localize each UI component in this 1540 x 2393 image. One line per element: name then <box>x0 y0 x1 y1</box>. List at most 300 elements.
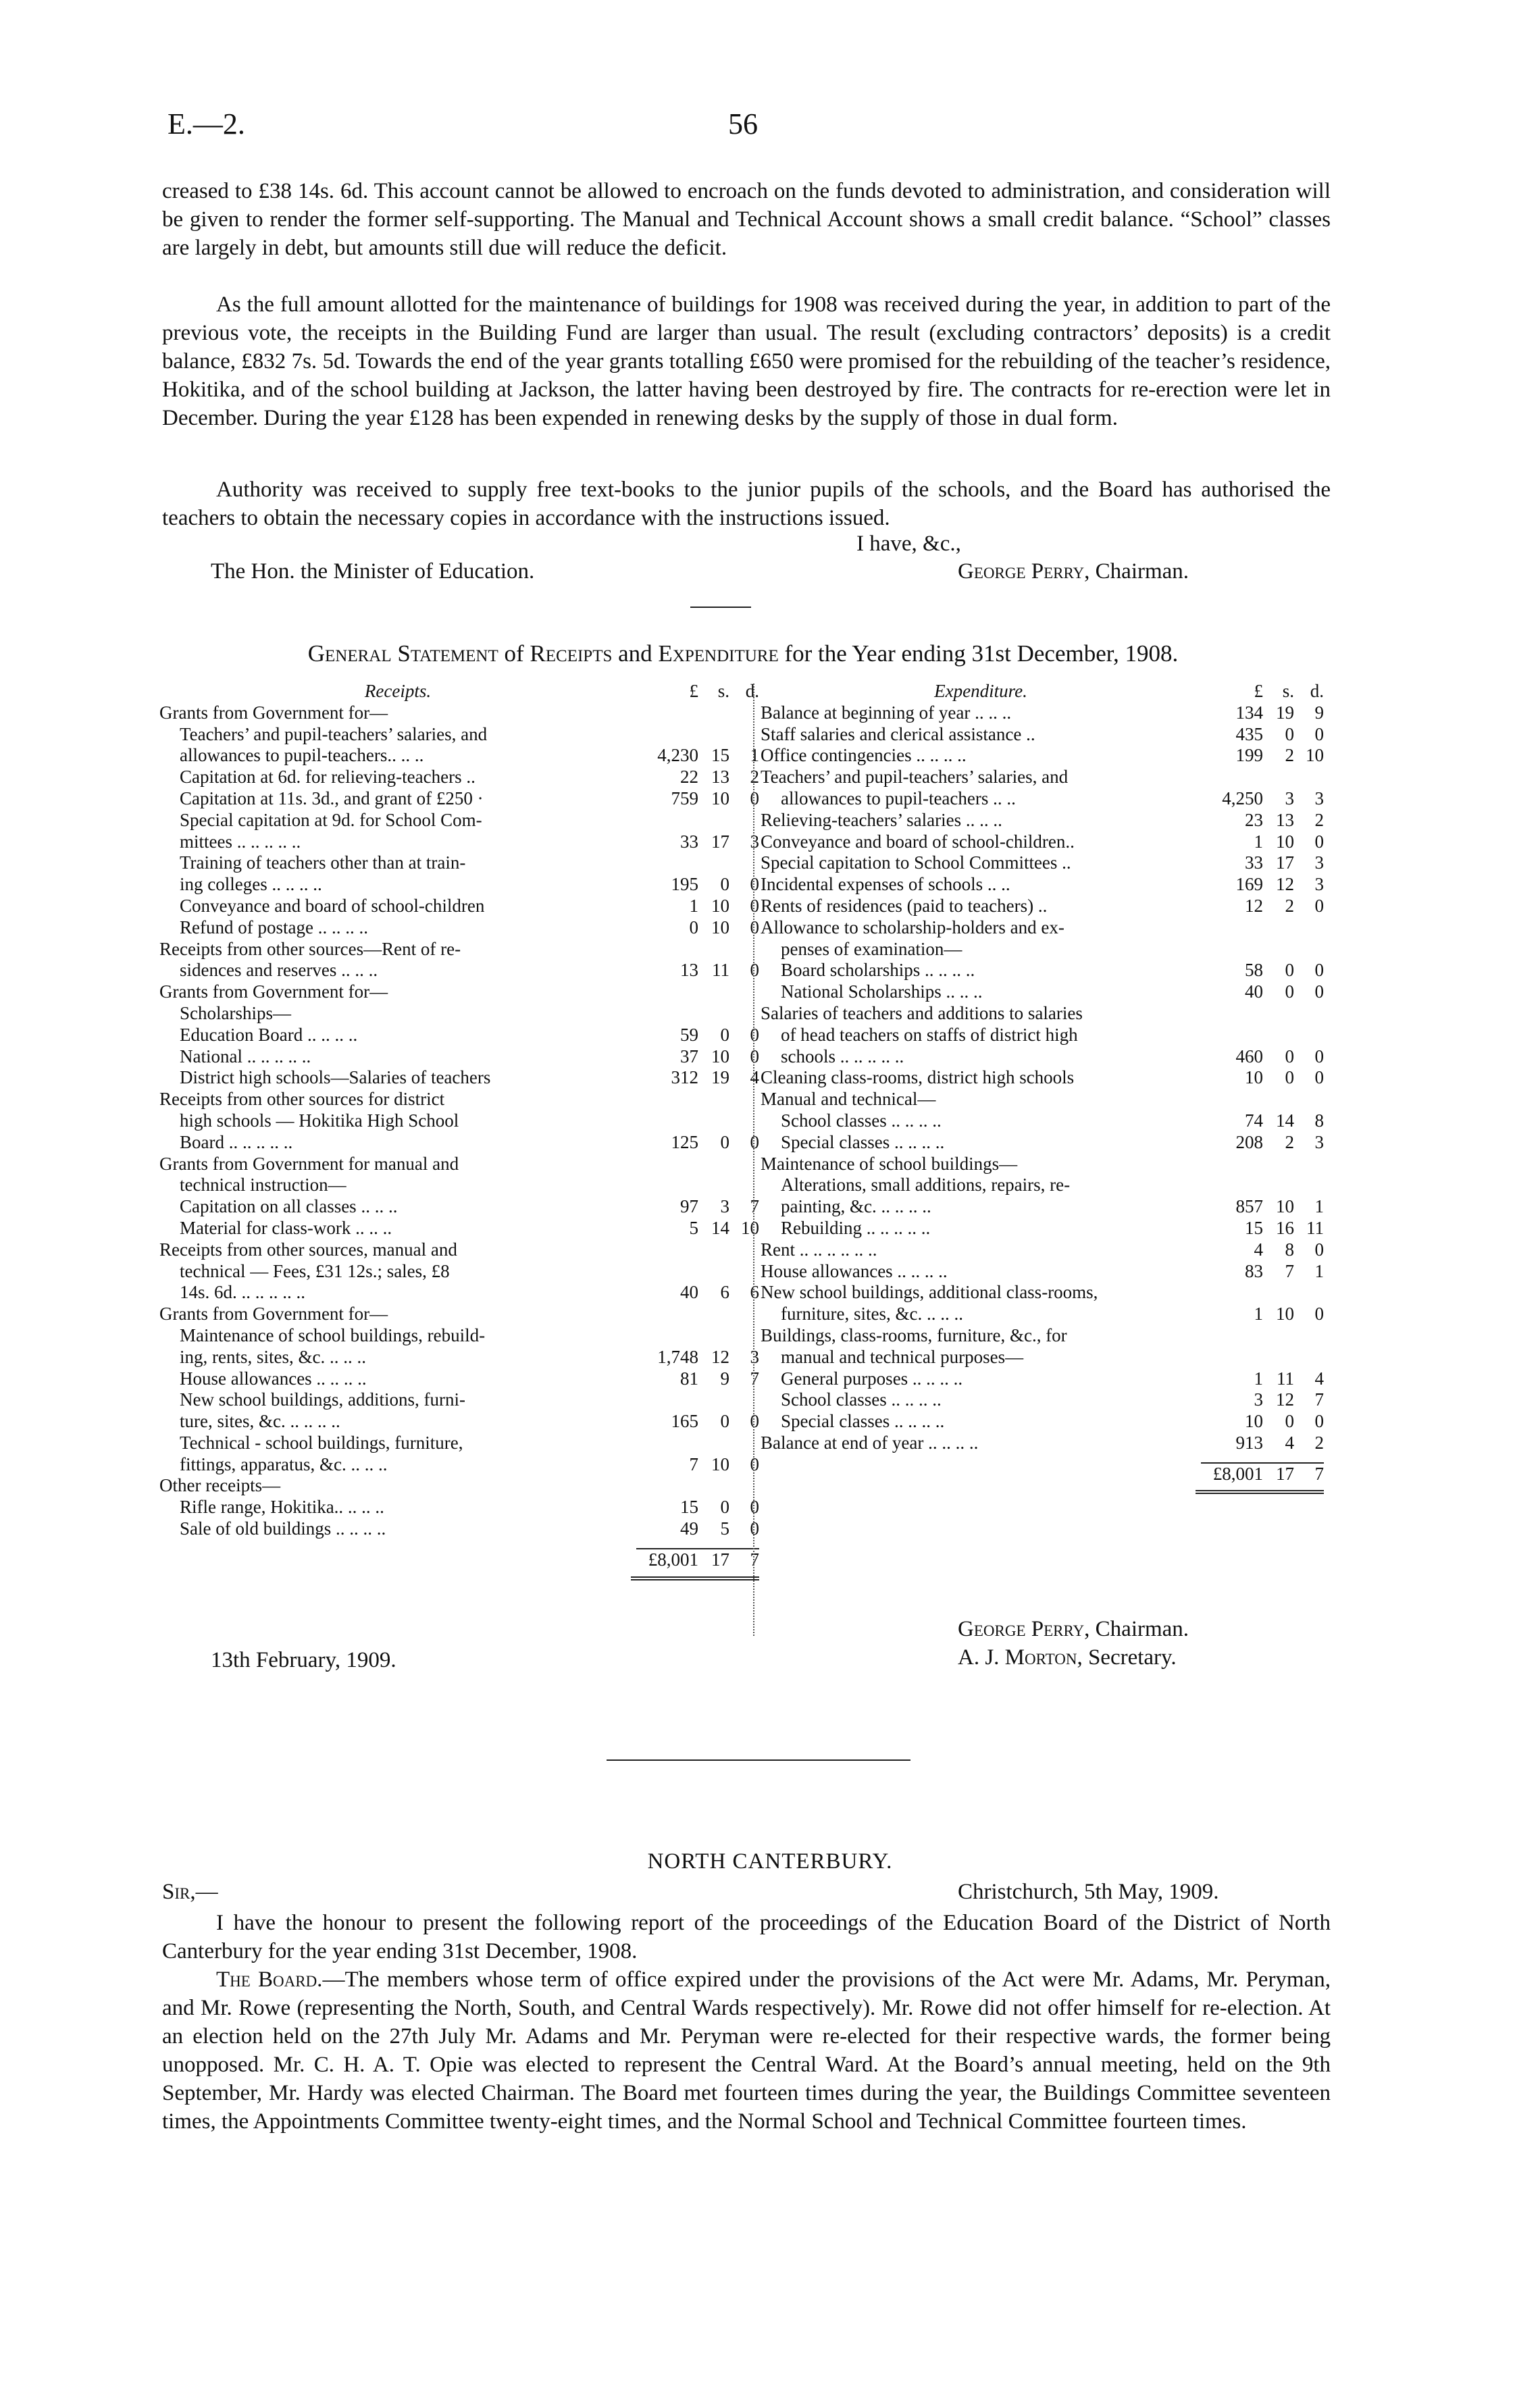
receipt-row <box>159 1154 759 1175</box>
expenditure-row <box>761 788 1324 810</box>
receipt-pence: 7 <box>750 1368 759 1389</box>
expenditure-label: Incidental expenses of schools .. .. <box>761 874 1010 895</box>
expenditure-label: General purposes .. .. .. .. <box>781 1368 963 1389</box>
expenditure-label: Office contingencies .. .. .. .. <box>761 745 967 766</box>
receipt-shillings: 3 <box>720 1196 729 1217</box>
intro-paragraph-2: As the full amount allotted for the maintenance of buildings for 1908 was received during the year, in addition to part of the previous vote, the receipts in the Building Fund are larger than usual. The result (excluding contractors’ deposits) is a credit balance, £832 7s. 5d. Towards the end of the year grants totalling £650 were promised for the rebuilding of the teacher’s residence, Hokitika, and of the school building at Jackson, the latter having been destroyed by fire. The contracts for re-erection were let in December. During the year £128 has been expended in renewing desks by the supply of those in dual form. <box>162 292 1331 430</box>
receipt-label: Other receipts— <box>159 1475 281 1496</box>
expenditure-row <box>761 767 1324 788</box>
receipt-label: House allowances .. .. .. .. <box>180 1368 367 1389</box>
expenditure-shillings: 2 <box>1285 895 1294 916</box>
receipt-pence: 0 <box>750 1453 759 1474</box>
receipt-label: Capitation on all classes .. .. .. <box>180 1196 398 1217</box>
receipt-row <box>159 831 759 853</box>
expenditure-row <box>761 1110 1324 1132</box>
col-s-heading: s. <box>717 681 729 701</box>
expenditure-pounds: 58 <box>1245 960 1263 981</box>
receipt-pence: 0 <box>750 1497 759 1518</box>
expenditure-label: Rent .. .. .. .. .. .. <box>761 1239 877 1260</box>
expenditure-pence: 3 <box>1314 1131 1324 1152</box>
receipt-pence: 3 <box>750 1346 759 1367</box>
expenditure-shillings: 12 <box>1276 874 1294 895</box>
receipt-shillings: 0 <box>720 1024 729 1045</box>
receipt-shillings: 10 <box>711 1453 729 1474</box>
expenditure-row <box>761 1218 1324 1239</box>
expenditure-pence: 9 <box>1314 702 1324 723</box>
intro-paragraph-1: creased to £38 14s. 6d. This account cannot be allowed to encroach on the funds devoted to administration, and consideration will be given to render the former self-supporting. The Manual and Technical Account shows a small credit balance. “School” classes are largely in debt, but amounts still due will reduce the deficit. <box>162 179 1331 260</box>
expenditure-shillings: 10 <box>1276 831 1294 852</box>
receipt-pounds: 5 <box>689 1217 698 1238</box>
receipt-pounds: 1,748 <box>657 1346 698 1367</box>
receipt-label: New school buildings, additions, furni- <box>180 1389 465 1410</box>
expenditure-total-pence: 7 <box>1314 1463 1324 1484</box>
expenditure-shillings: 0 <box>1285 960 1294 981</box>
expenditure-shillings: 0 <box>1285 981 1294 1002</box>
col-pound-heading: £ <box>1254 681 1263 701</box>
expenditure-label: Staff salaries and clerical assistance .. <box>761 723 1035 744</box>
receipt-pence: 3 <box>750 831 759 852</box>
expenditure-label: Relieving-teachers’ salaries .. .. .. <box>761 809 1002 830</box>
statement-title-part-1: General Statement <box>307 640 498 667</box>
expenditure-row <box>761 896 1324 917</box>
expenditure-label: School classes .. .. .. .. <box>781 1110 942 1131</box>
expenditure-row <box>761 917 1324 939</box>
north-heading: NORTH CANTERBURY. <box>647 1849 893 1874</box>
receipt-shillings: 10 <box>711 917 729 937</box>
expenditure-pence: 0 <box>1314 1046 1324 1066</box>
intro-paragraph-3: Authority was received to supply free text-books to the junior pupils of the schools, and the Board has authorised the teachers to obtain the necessary copies in accordance with the instructions issued. <box>162 478 1331 530</box>
closing-signature <box>958 559 1189 584</box>
receipt-row <box>159 724 759 746</box>
receipt-pounds: 7 <box>689 1453 698 1474</box>
expenditure-label: Special classes .. .. .. .. <box>781 1411 945 1432</box>
receipt-row <box>159 1003 759 1025</box>
receipt-row <box>159 745 759 767</box>
receipt-pence: 2 <box>750 767 759 788</box>
receipt-label: Training of teachers other than at train- <box>180 852 466 873</box>
signature-secretary-name: A. J. Morton <box>958 1645 1077 1670</box>
expenditure-pence: 10 <box>1306 745 1324 766</box>
expenditure-label: Special classes .. .. .. .. <box>781 1131 945 1152</box>
receipt-pounds: 59 <box>680 1024 698 1045</box>
expenditure-pounds: 15 <box>1245 1217 1263 1238</box>
receipt-row <box>159 1475 759 1497</box>
closing-signature-title: , Chairman. <box>1084 559 1189 584</box>
expenditure-shillings: 12 <box>1276 1389 1294 1410</box>
section-rule <box>690 607 751 608</box>
receipt-label: National .. .. .. .. .. <box>180 1046 311 1066</box>
expenditure-pounds: 1 <box>1254 1304 1263 1324</box>
receipt-row <box>159 767 759 788</box>
receipts-heading: Receipts. <box>364 681 432 701</box>
receipt-label: Capitation at 6d. for relieving-teachers .. <box>180 767 476 788</box>
receipt-pence: 0 <box>750 917 759 937</box>
receipt-pence: 0 <box>750 788 759 808</box>
receipt-total-pence: 7 <box>750 1549 759 1570</box>
receipt-row <box>159 1518 759 1540</box>
expenditure-row <box>761 1154 1324 1175</box>
receipt-label: Receipts from other sources—Rent of re- <box>159 938 461 959</box>
expenditure-pounds: 169 <box>1235 874 1263 895</box>
receipt-label: Receipts from other sources for district <box>159 1089 445 1110</box>
receipt-row <box>159 917 759 939</box>
receipt-row <box>159 1347 759 1368</box>
receipt-pence: 0 <box>750 1131 759 1152</box>
expenditure-pence: 0 <box>1314 981 1324 1002</box>
expenditure-pounds: 12 <box>1245 895 1263 916</box>
expenditure-label: School classes .. .. .. .. <box>781 1389 942 1410</box>
receipt-row <box>159 960 759 981</box>
receipt-label: Material for class-work .. .. .. <box>180 1217 392 1238</box>
receipt-total-double-rule <box>631 1571 759 1580</box>
expenditure-shillings: 3 <box>1285 788 1294 808</box>
receipts-column <box>159 681 759 1580</box>
expenditure-shillings: 10 <box>1276 1304 1294 1324</box>
expenditure-total-pounds: £8,001 <box>1212 1463 1263 1484</box>
receipt-label: Receipts from other sources, manual and <box>159 1239 457 1260</box>
receipt-pounds: 40 <box>680 1282 698 1303</box>
expenditure-label: Board scholarships .. .. .. .. <box>781 960 975 981</box>
expenditure-shillings: 17 <box>1276 852 1294 873</box>
expenditure-pounds: 435 <box>1235 723 1263 744</box>
expenditure-row <box>761 702 1324 724</box>
receipt-pence: 0 <box>750 1024 759 1045</box>
receipt-label: 14s. 6d. .. .. .. .. .. <box>180 1282 306 1303</box>
expenditure-pounds: 1 <box>1254 831 1263 852</box>
expenditure-shillings: 2 <box>1285 745 1294 766</box>
expenditure-pence: 0 <box>1314 1411 1324 1432</box>
receipt-row <box>159 1261 759 1283</box>
expenditure-pounds: 10 <box>1245 1067 1263 1088</box>
col-s-heading: s. <box>1282 681 1294 701</box>
receipt-shillings: 10 <box>711 895 729 916</box>
receipt-label: Rifle range, Hokitika.. .. .. .. <box>180 1497 384 1518</box>
expenditure-label: schools .. .. .. .. .. <box>781 1046 904 1066</box>
expenditure-pounds: 10 <box>1245 1411 1263 1432</box>
expenditure-pounds: 134 <box>1235 702 1263 723</box>
expenditure-pence: 4 <box>1314 1368 1324 1389</box>
receipt-shillings: 11 <box>712 960 729 981</box>
receipt-row <box>159 1175 759 1196</box>
page-number: 56 <box>728 107 758 140</box>
expenditure-row <box>761 1304 1324 1325</box>
receipt-label: sidences and reserves .. .. .. <box>180 960 378 981</box>
expenditure-pence: 0 <box>1314 895 1324 916</box>
expenditure-row <box>761 1389 1324 1411</box>
expenditure-label: Rents of residences (paid to teachers) .. <box>761 895 1048 916</box>
expenditure-row <box>761 1067 1324 1089</box>
expenditure-label: furniture, sites, &c. .. .. .. <box>781 1304 963 1324</box>
expenditure-total-shillings: 17 <box>1276 1463 1294 1484</box>
expenditure-shillings: 8 <box>1285 1239 1294 1260</box>
receipt-pounds: 37 <box>680 1046 698 1066</box>
receipt-row <box>159 1089 759 1110</box>
expenditure-shillings: 2 <box>1285 1131 1294 1152</box>
receipt-label: high schools — Hokitika High School <box>180 1110 459 1131</box>
receipt-shillings: 0 <box>720 1131 729 1152</box>
signature-chairman-title: , Chairman. <box>1084 1617 1189 1641</box>
page-header-left: E.—2. <box>168 107 245 140</box>
signature-date: 13th February, 1909. <box>211 1648 396 1672</box>
expenditure-shillings: 10 <box>1276 1196 1294 1217</box>
receipt-shillings: 0 <box>720 1497 729 1518</box>
receipt-label: Education Board .. .. .. .. <box>180 1024 358 1045</box>
receipt-shillings: 9 <box>720 1368 729 1389</box>
receipt-pounds: 81 <box>680 1368 698 1389</box>
expenditure-label: Balance at end of year .. .. .. .. <box>761 1432 979 1453</box>
receipt-label: technical instruction— <box>180 1175 346 1195</box>
receipt-label: Teachers’ and pupil-teachers’ salaries, and <box>180 723 488 744</box>
receipt-shillings: 19 <box>711 1067 729 1088</box>
expenditure-label: allowances to pupil-teachers .. .. <box>781 788 1016 808</box>
column-separator <box>753 684 754 1636</box>
receipt-label: fittings, apparatus, &c. .. .. .. <box>180 1453 388 1474</box>
receipt-pounds: 125 <box>671 1131 698 1152</box>
receipt-pence: 4 <box>750 1067 759 1088</box>
expenditure-pence: 0 <box>1314 1239 1324 1260</box>
receipt-total-row <box>159 1549 759 1571</box>
receipt-pounds: 97 <box>680 1196 698 1217</box>
expenditure-pence: 2 <box>1314 1432 1324 1453</box>
receipt-pounds: 13 <box>680 960 698 981</box>
closing-signature-name: George Perry <box>958 559 1085 584</box>
receipt-pounds: 33 <box>680 831 698 852</box>
receipt-pounds: 1 <box>689 895 698 916</box>
expenditure-pounds: 4 <box>1254 1239 1263 1260</box>
receipt-shillings: 10 <box>711 788 729 808</box>
expenditure-row <box>761 1325 1324 1347</box>
expenditure-label: House allowances .. .. .. .. <box>761 1260 948 1281</box>
expenditure-label: Balance at beginning of year .. .. .. <box>761 702 1012 723</box>
signature-chairman <box>958 1617 1189 1642</box>
expenditure-row <box>761 1411 1324 1433</box>
receipt-label: Grants from Government for— <box>159 981 388 1002</box>
receipt-row <box>159 1067 759 1089</box>
receipt-row <box>159 874 759 896</box>
receipt-row <box>159 1497 759 1518</box>
expenditure-column <box>761 681 1324 1494</box>
expenditure-row <box>761 1433 1324 1454</box>
receipt-label: ture, sites, &c. .. .. .. .. <box>180 1411 340 1432</box>
expenditure-row <box>761 1132 1324 1154</box>
expenditure-row <box>761 724 1324 746</box>
receipt-row <box>159 981 759 1003</box>
north-paragraph-1: I have the honour to present the following report of the proceedings of the Education Board of the District of North Canterbury for the year ending 31st December, 1908. <box>162 1911 1331 1963</box>
receipt-label: Capitation at 11s. 3d., and grant of £250 · <box>180 788 484 808</box>
expenditure-label: Conveyance and board of school-children.. <box>761 831 1075 852</box>
expenditure-label: Special capitation to School Committees .. <box>761 852 1071 873</box>
expenditure-label: of head teachers on staffs of district high <box>781 1024 1078 1045</box>
receipt-label: Special capitation at 9d. for School Com- <box>180 809 482 830</box>
expenditure-pounds: 199 <box>1235 745 1263 766</box>
receipt-row <box>159 1025 759 1046</box>
receipt-pence: 10 <box>741 1217 759 1238</box>
expenditure-row <box>761 1046 1324 1068</box>
expenditure-row <box>761 939 1324 960</box>
receipt-row <box>159 788 759 810</box>
expenditure-pounds: 40 <box>1245 981 1263 1002</box>
receipt-total-pounds: £8,001 <box>648 1549 698 1570</box>
receipt-row <box>159 939 759 960</box>
expenditure-pence: 0 <box>1314 1067 1324 1088</box>
receipt-row <box>159 1046 759 1068</box>
expenditure-pence: 2 <box>1314 809 1324 830</box>
expenditure-total-row <box>761 1464 1324 1485</box>
expenditure-pence: 1 <box>1314 1260 1324 1281</box>
expenditure-shillings: 13 <box>1276 809 1294 830</box>
receipt-label: Conveyance and board of school-children <box>180 895 485 916</box>
expenditure-label: Rebuilding .. .. .. .. .. <box>781 1217 931 1238</box>
expenditure-pounds: 460 <box>1235 1046 1263 1066</box>
receipt-row <box>159 1304 759 1325</box>
receipt-pounds: 759 <box>671 788 698 808</box>
north-paragraph-2 <box>162 1965 1331 2136</box>
receipt-label: District high schools—Salaries of teachers <box>180 1067 491 1088</box>
expenditure-pounds: 1 <box>1254 1368 1263 1389</box>
statement-title-part-4: and <box>612 640 659 667</box>
expenditure-pence: 0 <box>1314 831 1324 852</box>
expenditure-row <box>761 1003 1324 1025</box>
expenditure-pence: 0 <box>1314 1304 1324 1324</box>
receipt-shillings: 0 <box>720 1411 729 1432</box>
expenditure-row <box>761 1282 1324 1304</box>
receipt-label: Sale of old buildings .. .. .. .. <box>180 1518 386 1539</box>
section-rule <box>607 1759 910 1761</box>
receipt-row <box>159 1132 759 1154</box>
expenditure-label: penses of examination— <box>781 938 962 959</box>
expenditure-label: Cleaning class-rooms, district high schools <box>761 1067 1075 1088</box>
expenditure-row <box>761 1089 1324 1110</box>
expenditure-header-row <box>761 681 1324 702</box>
closing-addressee: The Hon. the Minister of Education. <box>211 559 535 584</box>
receipt-label: allowances to pupil-teachers.. .. .. <box>180 745 424 766</box>
expenditure-row <box>761 1347 1324 1368</box>
receipt-row <box>159 1454 759 1476</box>
closing-have: I have, &c., <box>856 532 961 556</box>
receipt-pence: 0 <box>750 1518 759 1539</box>
expenditure-total-double-rule <box>1196 1485 1324 1494</box>
expenditure-label: manual and technical purposes— <box>781 1346 1024 1367</box>
expenditure-row <box>761 1196 1324 1218</box>
col-d-heading: d. <box>745 681 759 701</box>
receipt-pence: 1 <box>750 745 759 766</box>
receipt-pence: 0 <box>750 874 759 895</box>
receipt-row <box>159 1196 759 1218</box>
expenditure-pounds: 33 <box>1245 852 1263 873</box>
receipt-total-shillings: 17 <box>711 1549 729 1570</box>
receipt-pounds: 49 <box>680 1518 698 1539</box>
expenditure-pounds: 83 <box>1245 1260 1263 1281</box>
expenditure-shillings: 11 <box>1277 1368 1294 1389</box>
receipts-header-row <box>159 681 759 702</box>
north-salutation: Sir,— <box>162 1880 218 1904</box>
expenditure-shillings: 0 <box>1285 1067 1294 1088</box>
statement-title-part-3: Receipts <box>530 640 613 667</box>
receipt-shillings: 5 <box>720 1518 729 1539</box>
receipt-pounds: 165 <box>671 1411 698 1432</box>
expenditure-label: New school buildings, additional class-rooms, <box>761 1282 1098 1303</box>
receipt-row <box>159 852 759 874</box>
expenditure-shillings: 0 <box>1285 1411 1294 1432</box>
expenditure-row <box>761 1261 1324 1283</box>
expenditure-row <box>761 1368 1324 1390</box>
col-d-heading: d. <box>1310 681 1324 701</box>
expenditure-shillings: 19 <box>1276 702 1294 723</box>
north-place-date: Christchurch, 5th May, 1909. <box>958 1880 1219 1904</box>
statement-title-part-6: for the Year ending 31st December, 1908. <box>778 640 1179 667</box>
expenditure-row <box>761 1175 1324 1196</box>
receipt-label: Board .. .. .. .. .. <box>180 1131 293 1152</box>
receipt-label: Maintenance of school buildings, rebuild- <box>180 1324 486 1345</box>
signature-secretary-title: , Secretary. <box>1077 1645 1177 1670</box>
receipt-row <box>159 1389 759 1411</box>
receipt-pounds: 312 <box>671 1067 698 1088</box>
receipt-pounds: 4,230 <box>657 745 698 766</box>
expenditure-label: Maintenance of school buildings— <box>761 1153 1018 1174</box>
statement-title <box>155 640 1331 667</box>
receipt-pence: 0 <box>750 1411 759 1432</box>
expenditure-pounds: 23 <box>1245 809 1263 830</box>
receipt-label: ing colleges .. .. .. .. <box>180 874 322 895</box>
expenditure-pence: 1 <box>1314 1196 1324 1217</box>
expenditure-row <box>761 1025 1324 1046</box>
expenditure-label: Manual and technical— <box>761 1089 936 1110</box>
receipt-pounds: 195 <box>671 874 698 895</box>
expenditure-row <box>761 1239 1324 1261</box>
receipt-row <box>159 896 759 917</box>
receipt-pounds: 15 <box>680 1497 698 1518</box>
expenditure-pence: 0 <box>1314 960 1324 981</box>
expenditure-label: Allowance to scholarship-holders and ex- <box>761 917 1064 937</box>
receipt-shillings: 15 <box>711 745 729 766</box>
expenditure-pence: 8 <box>1314 1110 1324 1131</box>
expenditure-label: National Scholarships .. .. .. <box>781 981 983 1002</box>
expenditure-pounds: 3 <box>1254 1389 1263 1410</box>
expenditure-shillings: 14 <box>1276 1110 1294 1131</box>
expenditure-pounds: 74 <box>1245 1110 1263 1131</box>
expenditure-shillings: 16 <box>1276 1217 1294 1238</box>
receipt-row <box>159 1282 759 1304</box>
receipt-shillings: 6 <box>720 1282 729 1303</box>
receipt-label: mittees .. .. .. .. .. <box>180 831 301 852</box>
receipt-shillings: 0 <box>720 874 729 895</box>
receipt-row <box>159 1110 759 1132</box>
receipt-shillings: 10 <box>711 1046 729 1066</box>
receipt-row <box>159 1368 759 1390</box>
statement-title-part-2: of <box>498 640 530 667</box>
expenditure-label: Teachers’ and pupil-teachers’ salaries, and <box>761 767 1069 788</box>
expenditure-row <box>761 981 1324 1003</box>
expenditure-pence: 3 <box>1314 874 1324 895</box>
expenditure-pence: 3 <box>1314 788 1324 808</box>
expenditure-label: Salaries of teachers and additions to salaries <box>761 1002 1083 1023</box>
expenditure-shillings: 4 <box>1285 1432 1294 1453</box>
col-pound-heading: £ <box>689 681 698 701</box>
receipt-row <box>159 1411 759 1433</box>
receipt-label: Grants from Government for manual and <box>159 1153 459 1174</box>
expenditure-pounds: 208 <box>1235 1131 1263 1152</box>
expenditure-pounds: 857 <box>1235 1196 1263 1217</box>
statement-title-part-5: Expenditure <box>658 640 779 667</box>
receipt-shillings: 14 <box>711 1217 729 1238</box>
receipt-shillings: 17 <box>711 831 729 852</box>
receipt-label: Refund of postage .. .. .. .. <box>180 917 368 937</box>
expenditure-label: painting, &c. .. .. .. .. <box>781 1196 931 1217</box>
expenditure-heading: Expenditure. <box>934 681 1027 701</box>
expenditure-row <box>761 852 1324 874</box>
expenditure-label: Alterations, small additions, repairs, re- <box>781 1175 1071 1195</box>
receipt-pence: 0 <box>750 1046 759 1066</box>
